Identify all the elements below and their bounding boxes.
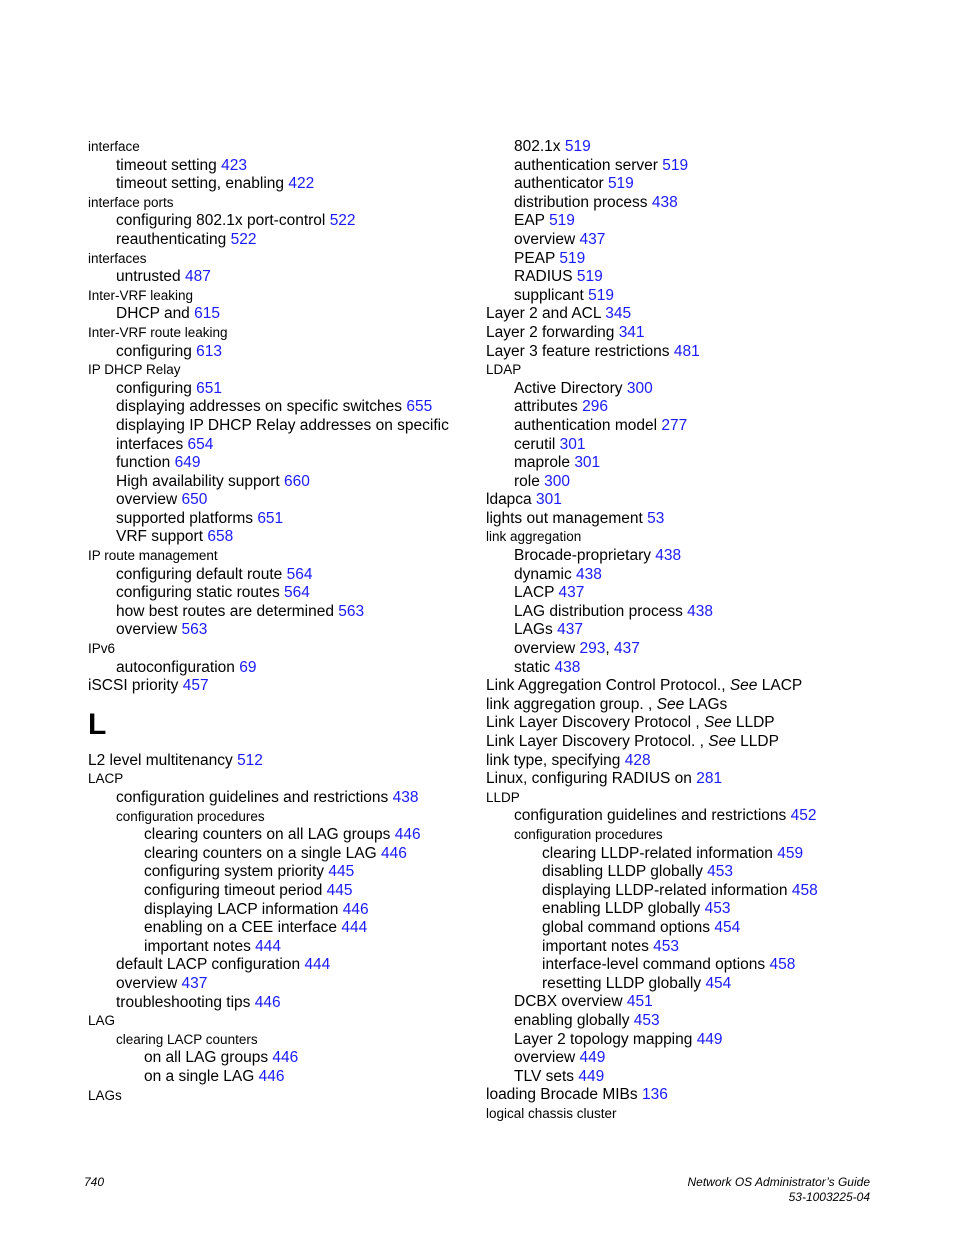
doc-title: Network OS Administrator’s Guide <box>687 1175 870 1189</box>
index-entry <box>486 845 886 864</box>
entry-text: interface ports <box>88 194 174 210</box>
index-entry <box>486 231 886 250</box>
index-entry <box>486 621 886 640</box>
index-entry <box>88 305 468 324</box>
page-ref-link[interactable]: 519 <box>559 249 586 267</box>
page-ref-link[interactable]: 341 <box>618 323 645 341</box>
entry-text: configuring <box>116 342 192 360</box>
entry-text: link type, specifying <box>486 751 621 769</box>
index-entry <box>88 157 468 176</box>
entry-text: EAP <box>514 212 545 230</box>
page-ref-link[interactable]: 277 <box>661 416 688 434</box>
page-ref-link[interactable]: 512 <box>237 751 263 769</box>
index-entry <box>486 1086 886 1105</box>
entry-text: link aggregation group. , <box>486 695 653 713</box>
entry-text: supported platforms <box>116 509 253 527</box>
index-entry <box>486 714 886 733</box>
index-heading <box>88 1012 468 1031</box>
page-ref-link[interactable]: 437 <box>558 584 585 602</box>
page-ref-link[interactable]: 453 <box>704 900 731 918</box>
entry-text: DCBX overview <box>514 993 623 1011</box>
entry-text: displaying addresses on specific switches <box>116 398 403 416</box>
index-entry <box>486 993 886 1012</box>
index-entry <box>88 528 468 547</box>
entry-text: overview <box>116 491 178 509</box>
page-ref-link[interactable]: 449 <box>696 1030 723 1048</box>
page-ref-link[interactable]: 422 <box>288 175 315 193</box>
entry-text: overview <box>514 230 576 248</box>
index-entry <box>88 789 468 808</box>
entry-text: role <box>514 472 540 490</box>
entry-text: 802.1x <box>514 138 561 155</box>
entry-text: configuration procedures <box>116 808 265 824</box>
page-ref-link[interactable]: 345 <box>605 305 632 323</box>
index-entry <box>486 752 886 771</box>
index-entry <box>88 1068 468 1087</box>
entry-text: resetting LLDP globally <box>542 974 702 992</box>
entry-text: important notes <box>144 937 251 955</box>
index-heading <box>88 324 468 343</box>
index-heading <box>486 789 886 808</box>
entry-text: important notes <box>542 937 649 955</box>
page-ref-link[interactable]: 519 <box>549 212 575 230</box>
entry-text: displaying IP DHCP Relay addresses on specific <box>116 416 449 434</box>
entry-text: enabling on a CEE interface <box>144 919 338 937</box>
index-entry <box>486 398 886 417</box>
doc-number: 53-1003225-04 <box>788 1190 870 1204</box>
index-heading <box>88 1031 468 1050</box>
see-label: See <box>656 695 685 713</box>
see-label: See <box>703 714 732 732</box>
index-entry <box>486 900 886 919</box>
page-ref-link[interactable]: 444 <box>341 919 368 937</box>
index-heading <box>486 361 886 380</box>
entry-text: LAG distribution process <box>514 602 683 620</box>
entry-text: overview <box>514 640 576 658</box>
index-heading <box>486 1105 886 1124</box>
index-entry <box>88 398 468 417</box>
page-ref-link[interactable]: 437 <box>579 230 606 248</box>
index-entry <box>88 343 468 362</box>
index-entry <box>486 157 886 176</box>
index-entry <box>486 770 886 789</box>
see-label: See <box>708 733 736 750</box>
footer-doc-info <box>687 1175 870 1205</box>
page-ref-link[interactable]: 438 <box>576 565 602 583</box>
page-ref-link[interactable]: 563 <box>338 602 365 620</box>
page-ref-link[interactable]: 301 <box>559 435 586 453</box>
page-ref-link[interactable]: 446 <box>258 1067 285 1085</box>
entry-text: enabling globally <box>514 1011 630 1029</box>
index-entry <box>486 938 886 957</box>
page-ref-link[interactable]: 613 <box>196 342 223 360</box>
entry-text: how best routes are determined <box>116 602 334 620</box>
entry-text: Inter-VRF leaking <box>88 287 194 303</box>
index-entry <box>486 659 886 678</box>
entry-text: Inter-VRF route leaking <box>88 324 228 340</box>
entry-text: reauthenticating <box>116 230 227 248</box>
entry-text: configuring default route <box>116 565 283 583</box>
entry-text: IP DHCP Relay <box>88 362 181 378</box>
entry-text: LAGs <box>88 1087 122 1103</box>
entry-text: Layer 2 forwarding <box>486 323 615 341</box>
page-ref-link[interactable]: 437 <box>181 974 208 992</box>
index-entry <box>486 305 886 324</box>
index-entry <box>88 994 468 1013</box>
index-entry <box>486 677 886 696</box>
entry-text: Layer 3 feature restrictions <box>486 342 670 360</box>
page-ref-link[interactable]: 519 <box>607 175 634 193</box>
entry-text: displaying LACP information <box>144 900 339 918</box>
index-entry <box>486 454 886 473</box>
page-ref-link[interactable]: 453 <box>633 1011 660 1029</box>
index-column-left <box>88 138 468 1105</box>
entry-text: DHCP and <box>116 305 190 323</box>
index-entry <box>88 380 468 399</box>
page-ref-link[interactable]: 449 <box>578 1067 605 1085</box>
entry-text: cerutil <box>514 435 556 453</box>
entry-text: logical chassis cluster <box>486 1105 617 1121</box>
index-entry <box>88 752 468 771</box>
entry-text: Brocade-proprietary <box>514 547 651 565</box>
entry-text: interface-level command options <box>542 956 766 974</box>
index-entry <box>88 491 468 510</box>
entry-text: ldapca <box>486 491 532 509</box>
page-ref-link[interactable]: 293 <box>579 640 606 658</box>
entry-text: overview <box>116 974 178 992</box>
entry-text: RADIUS <box>514 268 573 286</box>
page-ref-link[interactable]: 564 <box>286 565 313 583</box>
page-ref-link[interactable]: 654 <box>187 435 214 453</box>
index-heading <box>88 194 468 213</box>
index-entry <box>486 1068 886 1087</box>
index-entry <box>88 956 468 975</box>
entry-text: Link Layer Discovery Protocol. , <box>486 733 704 750</box>
page-ref-link[interactable]: 136 <box>641 1086 668 1104</box>
index-entry <box>486 138 886 157</box>
page-ref-link[interactable]: 458 <box>791 881 818 899</box>
index-column-right <box>486 138 886 1123</box>
page-ref-link[interactable]: 481 <box>673 342 700 360</box>
index-entry <box>88 473 468 492</box>
entry-text: enabling LLDP globally <box>542 900 701 918</box>
page-ref-link[interactable]: 446 <box>254 993 281 1011</box>
entry-text: LAG <box>88 1013 116 1029</box>
entry-text: configuring static routes <box>116 584 280 602</box>
index-entry <box>486 566 886 585</box>
page-ref-link[interactable]: 445 <box>328 863 355 881</box>
entry-text: LACP <box>88 771 124 787</box>
entry-text: Layer 2 and ACL <box>486 305 601 323</box>
index-entry <box>88 454 468 473</box>
index-heading <box>88 808 468 827</box>
index-entry <box>486 436 886 455</box>
page-ref-link[interactable]: 437 <box>613 640 640 658</box>
entry-text: configuring <box>116 379 192 397</box>
page-ref-link[interactable]: 451 <box>626 993 653 1011</box>
page-ref-link[interactable]: 453 <box>707 863 734 881</box>
index-entry <box>486 603 886 622</box>
entry-text: interface <box>88 139 140 154</box>
page-ref-link[interactable]: 519 <box>564 138 591 155</box>
entry-text: configuring system priority <box>144 863 325 881</box>
page-ref-link[interactable]: 301 <box>536 491 562 509</box>
index-entry <box>486 733 886 752</box>
entry-text: Linux, configuring RADIUS on <box>486 770 692 788</box>
index-entry <box>486 417 886 436</box>
page-ref-link[interactable]: 615 <box>194 305 220 323</box>
entry-text: lights out management <box>486 509 643 527</box>
see-target: LACP <box>761 677 803 695</box>
index-entry <box>486 882 886 901</box>
index-entry <box>88 510 468 529</box>
index-entry <box>88 845 468 864</box>
page-ref-link[interactable]: 453 <box>653 937 680 955</box>
index-heading <box>88 361 468 380</box>
entry-text: autoconfiguration <box>116 658 235 676</box>
page-ref-link[interactable]: 444 <box>304 956 331 974</box>
see-label: See <box>729 677 758 695</box>
page-ref-link[interactable]: 437 <box>557 621 583 639</box>
index-heading <box>88 1087 468 1106</box>
entry-text: default LACP configuration <box>116 956 301 974</box>
page-ref-link[interactable]: 300 <box>544 472 571 490</box>
index-entry <box>486 324 886 343</box>
index-entry <box>88 919 468 938</box>
entry-text: disabling LLDP globally <box>542 863 703 881</box>
page-ref-link[interactable]: 438 <box>392 789 419 806</box>
index-entry <box>486 807 886 826</box>
page-ref-link[interactable]: 563 <box>181 621 208 639</box>
page-ref-link[interactable]: 428 <box>624 751 651 769</box>
index-entry <box>88 938 468 957</box>
entry-text: interfaces <box>116 435 184 453</box>
index-entry <box>486 473 886 492</box>
index-entry <box>88 566 468 585</box>
page-ref-link[interactable]: 487 <box>184 268 211 286</box>
page-ref-link[interactable]: 454 <box>714 918 741 936</box>
page-ref-link[interactable]: 651 <box>257 509 284 527</box>
entry-text: on all LAG groups <box>144 1049 269 1067</box>
index-entry <box>486 919 886 938</box>
index-heading <box>88 250 468 269</box>
page-ref-link[interactable]: 655 <box>406 398 433 416</box>
index-entry <box>88 268 468 287</box>
page-ref-link[interactable]: 438 <box>687 602 714 620</box>
entry-text: on a single LAG <box>144 1067 255 1085</box>
entry-text: timeout setting, enabling <box>116 175 285 193</box>
page-ref-link[interactable]: 650 <box>181 491 208 509</box>
page-ref-link[interactable]: 449 <box>579 1049 606 1067</box>
entry-text: LLDP <box>486 789 520 805</box>
page-ref-link[interactable]: 564 <box>284 584 310 602</box>
index-entry <box>486 250 886 269</box>
page-ref-link[interactable]: 458 <box>769 956 796 974</box>
index-entry <box>486 175 886 194</box>
index-entry <box>486 1049 886 1068</box>
entry-text: clearing LLDP-related information <box>542 844 773 862</box>
page-ref-link[interactable]: 446 <box>380 844 407 862</box>
entry-text: L2 level multitenancy <box>88 751 233 769</box>
index-entry <box>486 194 886 213</box>
page-ref-link[interactable]: 658 <box>207 528 234 546</box>
see-target: LAGs <box>688 695 728 713</box>
page-ref-link[interactable]: 438 <box>651 193 678 211</box>
index-entry <box>486 380 886 399</box>
entry-text: attributes <box>514 398 578 416</box>
page-ref-link[interactable]: 445 <box>326 881 353 899</box>
page-ref-link[interactable]: 446 <box>272 1049 299 1067</box>
page-ref-link[interactable]: 522 <box>329 212 356 230</box>
index-entry <box>486 975 886 994</box>
entry-text: PEAP <box>514 249 556 267</box>
page-ref-link[interactable]: 300 <box>626 379 653 397</box>
index-entry <box>88 659 468 678</box>
index-entry <box>88 863 468 882</box>
entry-text: distribution process <box>514 193 648 211</box>
page-ref-link[interactable]: 444 <box>255 937 282 955</box>
entry-text: authenticator <box>514 175 604 193</box>
entry-text: VRF support <box>116 528 204 546</box>
entry-text: timeout setting <box>116 156 217 174</box>
index-entry <box>486 1012 886 1031</box>
page-ref-link[interactable]: 454 <box>705 974 732 992</box>
page-ref-link[interactable]: 519 <box>576 268 603 286</box>
index-entry <box>486 268 886 287</box>
see-target: LLDP <box>740 733 779 750</box>
index-entry <box>88 584 468 603</box>
entry-text: function <box>116 454 171 472</box>
index-entry <box>486 491 886 510</box>
index-entry <box>486 863 886 882</box>
entry-text: loading Brocade MIBs <box>486 1086 638 1104</box>
page-ref-link[interactable]: 446 <box>342 900 369 918</box>
index-heading <box>88 547 468 566</box>
entry-text: clearing counters on all LAG groups <box>144 826 391 844</box>
index-entry <box>88 826 468 845</box>
entry-text: configuring timeout period <box>144 881 323 899</box>
entry-text: maprole <box>514 454 570 472</box>
index-entry <box>88 901 468 920</box>
index-entry: overview 293, 437 <box>514 640 640 658</box>
entry-text: iSCSI priority <box>88 677 179 695</box>
entry-text: LDAP <box>486 362 522 378</box>
page-number: 740 <box>84 1175 105 1189</box>
entry-text: configuration guidelines and restrictions <box>514 807 787 825</box>
entry-text: Link Aggregation Control Protocol., <box>486 677 726 695</box>
entry-text: Active Directory <box>514 379 623 397</box>
page-ref-link[interactable]: 459 <box>777 844 804 862</box>
page-ref-link[interactable]: 452 <box>790 807 817 825</box>
page-ref-link[interactable]: 281 <box>696 770 723 788</box>
entry-text: TLV sets <box>514 1067 575 1085</box>
index-entry <box>486 343 886 362</box>
index-heading <box>88 640 468 659</box>
entry-text: supplicant <box>514 286 584 304</box>
page-ref-link[interactable]: 423 <box>221 156 247 174</box>
index-entry <box>88 175 468 194</box>
entry-text: troubleshooting tips <box>116 993 251 1011</box>
entry-text: displaying LLDP-related information <box>542 881 788 899</box>
entry-text: link aggregation <box>486 529 582 545</box>
page-ref-link[interactable]: 519 <box>588 286 614 304</box>
index-entry <box>486 1031 886 1050</box>
index-heading <box>486 826 886 845</box>
entry-text: overview <box>514 1049 576 1067</box>
entry-text: IP route management <box>88 548 218 564</box>
index-entry <box>88 677 468 696</box>
entry-text: LAGs <box>514 621 553 639</box>
section-letter: L <box>88 707 107 741</box>
entry-text: global command options <box>542 918 711 936</box>
entry-text: IPv6 <box>88 641 116 657</box>
page-ref-link[interactable]: 301 <box>574 454 601 472</box>
index-entry <box>486 696 886 715</box>
index-entry <box>486 212 886 231</box>
entry-text: dynamic <box>514 565 572 583</box>
entry-text: configuration guidelines and restrictions <box>116 789 389 806</box>
entry-text: clearing LACP counters <box>116 1031 258 1047</box>
index-entry <box>88 882 468 901</box>
entry-text: High availability support <box>116 472 280 490</box>
index-heading <box>88 287 468 306</box>
index-entry <box>88 603 468 622</box>
entry-text: configuring 802.1x port-control <box>116 212 326 230</box>
index-entry <box>88 975 468 994</box>
entry-text: untrusted <box>116 268 181 286</box>
page-ref-link[interactable]: 53 <box>647 509 665 527</box>
page-ref-link[interactable]: 446 <box>394 826 421 844</box>
index-heading <box>486 528 886 547</box>
index-entry <box>88 436 468 455</box>
entry-text: static <box>514 658 551 676</box>
page-ref-link[interactable]: 660 <box>284 472 310 490</box>
entry-text: clearing counters on a single LAG <box>144 844 377 862</box>
page-ref-link[interactable]: 651 <box>196 379 223 397</box>
entry-text: configuration procedures <box>514 826 663 842</box>
index-entry <box>486 547 886 566</box>
entry-text: Layer 2 topology mapping <box>514 1030 693 1048</box>
page-ref-link[interactable]: 522 <box>230 230 257 248</box>
index-entry <box>88 417 468 436</box>
index-entry <box>88 231 468 250</box>
entry-text: authentication server <box>514 156 658 174</box>
index-entry <box>88 1049 468 1068</box>
page-ref-link[interactable]: 457 <box>182 677 209 695</box>
index-entry <box>486 584 886 603</box>
page-ref-link[interactable]: 438 <box>554 658 581 676</box>
entry-text: Link Layer Discovery Protocol , <box>486 714 700 732</box>
index-entry <box>486 510 886 529</box>
page-ref-link[interactable]: 649 <box>174 454 201 472</box>
entry-text: overview <box>116 621 178 639</box>
entry-text: LACP <box>514 584 555 602</box>
index-entry <box>486 956 886 975</box>
page-ref-link[interactable]: 296 <box>582 398 608 416</box>
index-entry <box>88 621 468 640</box>
index-entry <box>88 212 468 231</box>
index-heading <box>88 770 468 789</box>
page-ref-link[interactable]: 438 <box>655 547 682 565</box>
index-heading <box>88 138 468 157</box>
entry-text: interfaces <box>88 250 147 266</box>
page-ref-link[interactable]: 519 <box>662 156 689 174</box>
entry-text: authentication model <box>514 416 658 434</box>
page-ref-link[interactable]: 69 <box>239 658 257 676</box>
see-target: LLDP <box>735 714 775 732</box>
index-entry <box>486 287 886 306</box>
